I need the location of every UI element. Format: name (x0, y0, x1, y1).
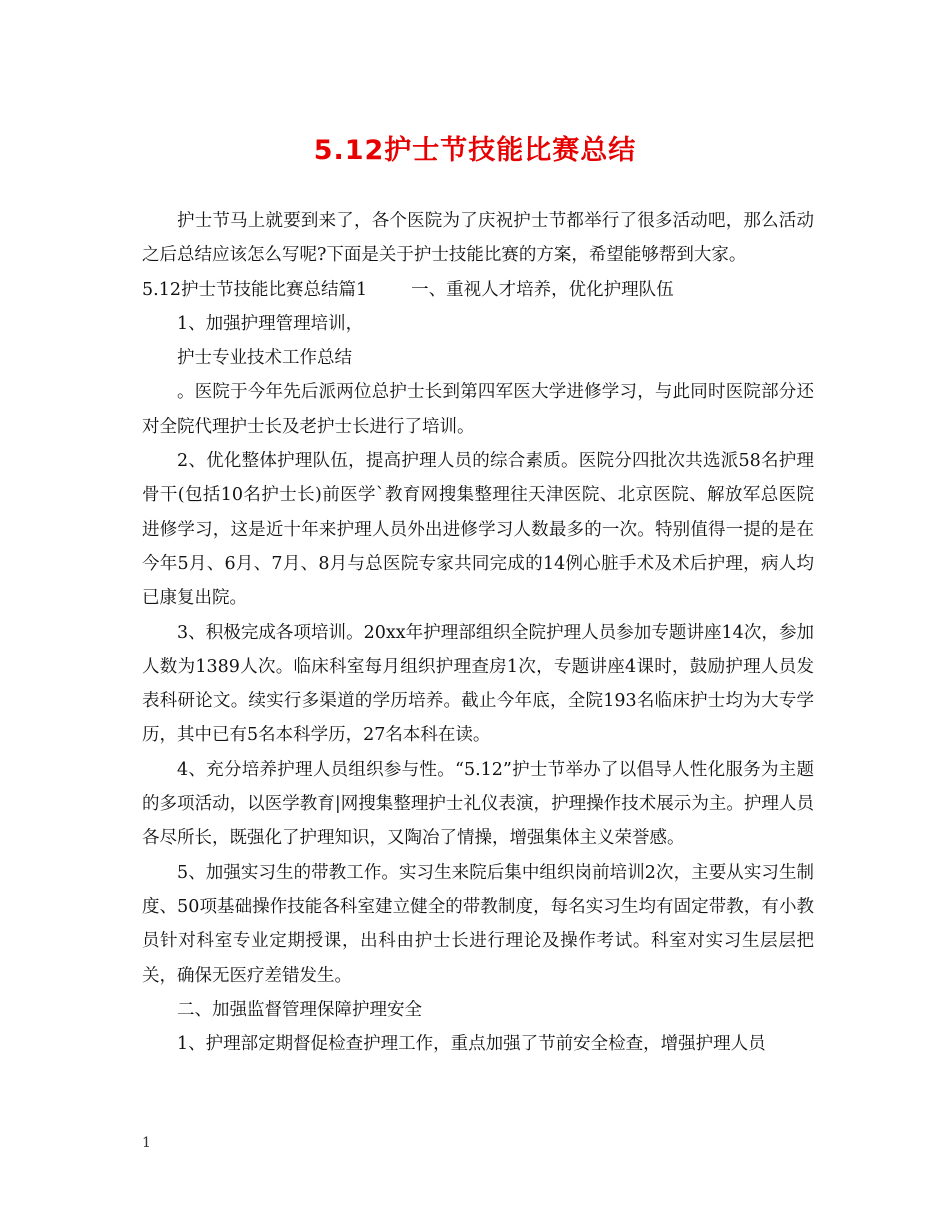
article-heading: 5.12护士节技能比赛总结篇1 (142, 279, 368, 300)
paragraph-section-two-heading: 二、加强监督管理保障护理安全 (177, 999, 422, 1020)
paragraph-item-1: 1、加强护理管理培训， (177, 313, 364, 334)
paragraph-item-5: 5、加强实习生的带教工作。实习生来院后集中组织岗前培训2次，主要从实习生制度、50项基础操作技能各科室建立健全的带教制度，每名实习生均有固定带教，有小教员针对科室专业定期授课，出科由护士长进行理论及操作考试。科室对实习生层层把关，确保无医疗差错发生。 (142, 862, 814, 986)
paragraph-item-2: 2、优化整体护理队伍，提高护理人员的综合素质。医院分四批次共选派58名护理骨干(包括10名护士长)前医学`教育网搜集整理往天津医院、北京医院、解放军总医院进修学习，这是近十年来护理人员外出进修学习人数最多的一次。特别值得一提的是在今年5月、6月、7月、8月与总医院专家共同完成的14例心脏手术及术后护理，病人均已康复出院。 (142, 451, 814, 609)
paragraph-training: 。医院于今年先后派两位总护士长到第四军医大学进修学习，与此同时医院部分还对全院代理护士长及老护士长进行了培训。 (142, 382, 814, 437)
paragraph-section-two-item-1: 1、护理部定期督促检查护理工作，重点加强了节前安全检查，增强护理人员 (177, 1034, 766, 1055)
paragraph-item-4: 4、充分培养护理人员组织参与性。“5.12”护士节举办了以倡导人性化服务为主题的多项活动，以医学教育|网搜集整理护士礼仪表演，护理操作技术展示为主。护理人员各尽所长，既强化了护理知识，又陶冶了情操，增强集体主义荣誉感。 (142, 759, 814, 849)
section-one-heading: 一、重视人才培养，优化护理队伍 (411, 279, 674, 300)
paragraph-intro: 护士节马上就要到来了，各个医院为了庆祝护士节都举行了很多活动吧，那么活动之后总结应该怎么写呢?下面是关于护士技能比赛的方案，希望能够帮到大家。 (142, 211, 814, 266)
document-title: 5.12护士节技能比赛总结 (313, 135, 637, 166)
paragraph-subtitle: 护士专业技术工作总结 (177, 348, 352, 369)
paragraph-section-heading (142, 273, 814, 307)
page-number: 1 (142, 1135, 151, 1151)
paragraph-item-3: 3、积极完成各项培训。20xx年护理部组织全院护理人员参加专题讲座14次，参加人数为1389人次。临床科室每月组织护理查房1次，专题讲座4课时，鼓励护理人员发表科研论文。续实行多渠道的学历培养。截止今年底，全院193名临床护士均为大专学历，其中已有5名本科学历，27名本科在读。 (142, 622, 814, 746)
document-body (142, 204, 814, 1061)
